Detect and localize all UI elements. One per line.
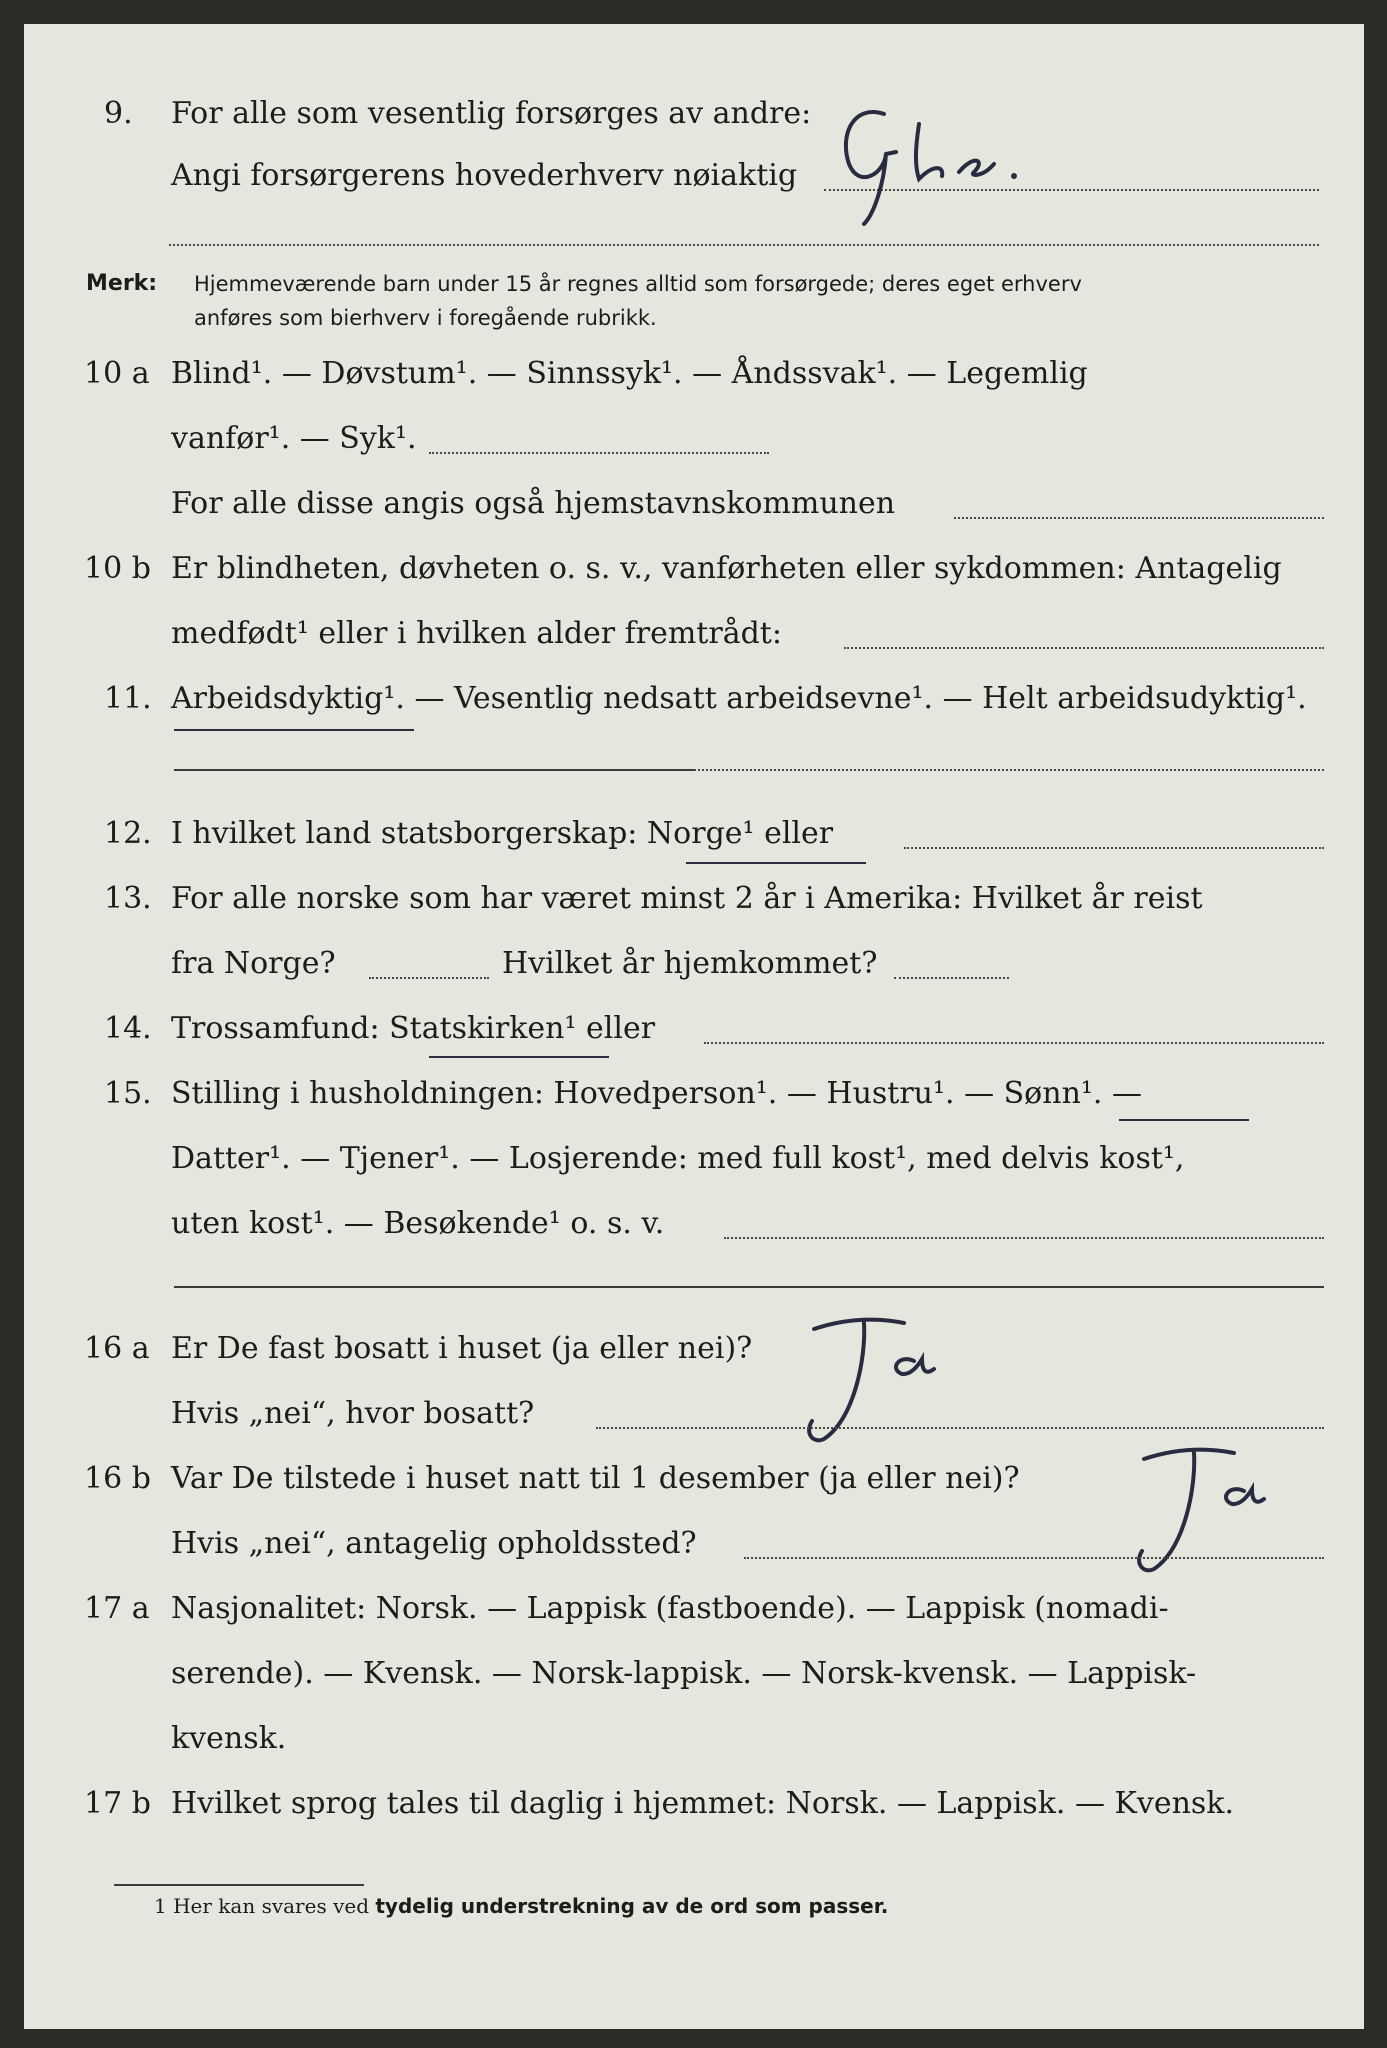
question-15-line-3 [24,1204,1364,1244]
question-13-line-2 [24,944,1364,984]
question-text: For alle norske som har været minst 2 år i Amerika: Hvilket år reist [171,881,1203,916]
question-15-line-2 [24,1139,1364,1179]
question-17a-line-3 [24,1719,1364,1759]
question-16a-line-2 [24,1394,1364,1434]
question-text: I hvilket land statsborgerskap: Norge¹ eller [171,816,834,851]
question-text: Angi forsørgerens hovederhverv nøiaktig [171,158,798,193]
answer-line-dotted[interactable] [694,769,1324,771]
question-11 [24,679,1364,719]
question-17b [24,1784,1364,1824]
handwritten-underline-sonn [1119,1119,1249,1121]
answer-field[interactable] [744,1557,1324,1559]
merk-label: Merk: [86,271,158,296]
question-16a [24,1329,1364,1369]
footnote [154,1894,888,1918]
question-text: serende). — Kvensk. — Norsk-lappisk. — Norsk-kvensk. — Lappisk- [171,1656,1197,1691]
question-number: 15. [104,1076,152,1111]
question-15 [24,1074,1364,1114]
question-text: Er blindheten, døvheten o. s. v., vanførheten eller sykdommen: Antagelig [171,551,1282,586]
question-16b-line-2 [24,1524,1364,1564]
question-number: 11. [104,681,152,716]
merk-note [24,269,1364,339]
question-10b-line-2 [24,614,1364,654]
question-text: Nasjonalitet: Norsk. — Lappisk (fastboende). — Lappisk (nomadi- [171,1591,1169,1626]
footnote-rule [114,1884,364,1886]
question-9-line-2 [24,156,1364,196]
question-text: medfødt¹ eller i hvilken alder fremtrådt: [171,616,782,651]
handwritten-answer-ja-16a [794,1309,994,1459]
question-number: 17 a [84,1591,150,1626]
handwritten-underline-statskirken [429,1056,609,1058]
answer-line[interactable] [174,769,694,771]
question-text: Hvis „nei“, antagelig opholdssted? [171,1526,697,1561]
handwritten-answer-ja-16b [1124,1439,1324,1589]
question-10b [24,549,1364,589]
answer-field[interactable] [844,647,1324,649]
question-text: Arbeidsdyktig¹. — Vesentlig nedsatt arbeidsevne¹. — Helt arbeidsudyktig¹. [171,681,1307,716]
question-10a [24,354,1364,394]
answer-field[interactable] [724,1237,1324,1239]
question-text: Blind¹. — Døvstum¹. — Sinnssyk¹. — Åndssvak¹. — Legemlig [171,356,1088,391]
answer-field[interactable] [904,847,1324,849]
question-13 [24,879,1364,919]
question-17a-line-2 [24,1654,1364,1694]
question-text: Er De fast bosatt i huset (ja eller nei)? [171,1331,753,1366]
census-form-page [24,24,1364,2029]
answer-field-hjemkommet[interactable] [894,977,1009,979]
question-text: Hvilket år hjemkommet? [502,946,878,981]
merk-line-1: Hjemmeværende barn under 15 år regnes alltid som forsørgede; deres eget erhverv [194,272,1082,296]
question-text: kvensk. [171,1721,287,1756]
question-number: 17 b [84,1786,151,1821]
question-9 [24,94,1364,134]
question-10a-line-3 [24,484,1364,524]
answer-field[interactable] [596,1427,1324,1429]
question-number: 14. [104,1011,152,1046]
question-12 [24,814,1364,854]
handwritten-answer-gbr [824,94,1104,254]
handwritten-underline-arbeidsdyktig [174,729,414,731]
question-text: uten kost¹. — Besøkende¹ o. s. v. [171,1206,665,1241]
section-separator [174,1286,1324,1288]
footnote-text: Her kan svares ved [173,1894,370,1918]
question-text: For alle som vesentlig forsørges av andre: [171,96,812,131]
question-number: 12. [104,816,152,851]
question-number: 10 a [84,356,150,391]
answer-field[interactable] [429,452,769,454]
answer-field[interactable] [954,517,1324,519]
question-text: Hvis „nei“, hvor bosatt? [171,1396,535,1431]
question-text: vanfør¹. — Syk¹. [171,421,417,456]
question-14 [24,1009,1364,1049]
handwritten-underline-norge [686,862,866,864]
question-text: Var De tilstede i huset natt til 1 desember (ja eller nei)? [171,1461,1020,1496]
question-text: Stilling i husholdningen: Hovedperson¹. — Hustru¹. — Sønn¹. — [171,1076,1142,1111]
question-number: 9. [104,96,133,131]
question-10a-line-2 [24,419,1364,459]
question-text: Trossamfund: Statskirken¹ eller [171,1011,656,1046]
question-number: 10 b [84,551,151,586]
question-text: For alle disse angis også hjemstavnskommunen [171,486,896,521]
answer-field-continuation[interactable] [169,244,1319,246]
answer-field-reist[interactable] [369,977,489,979]
question-number: 16 a [84,1331,150,1366]
question-number: 13. [104,881,152,916]
question-text: Datter¹. — Tjener¹. — Losjerende: med full kost¹, med delvis kost¹, [171,1141,1185,1176]
footnote-mark: 1 [154,1894,167,1918]
question-17a [24,1589,1364,1629]
footnote-bold-text: tydelig understrekning av de ord som passer. [375,1894,889,1918]
merk-line-2: anføres som bierhverv i foregående rubrikk. [194,306,657,330]
answer-field[interactable] [704,1042,1324,1044]
question-text: Hvilket sprog tales til daglig i hjemmet: Norsk. — Lappisk. — Kvensk. [171,1786,1235,1821]
question-number: 16 b [84,1461,151,1496]
question-text: fra Norge? [171,946,336,981]
